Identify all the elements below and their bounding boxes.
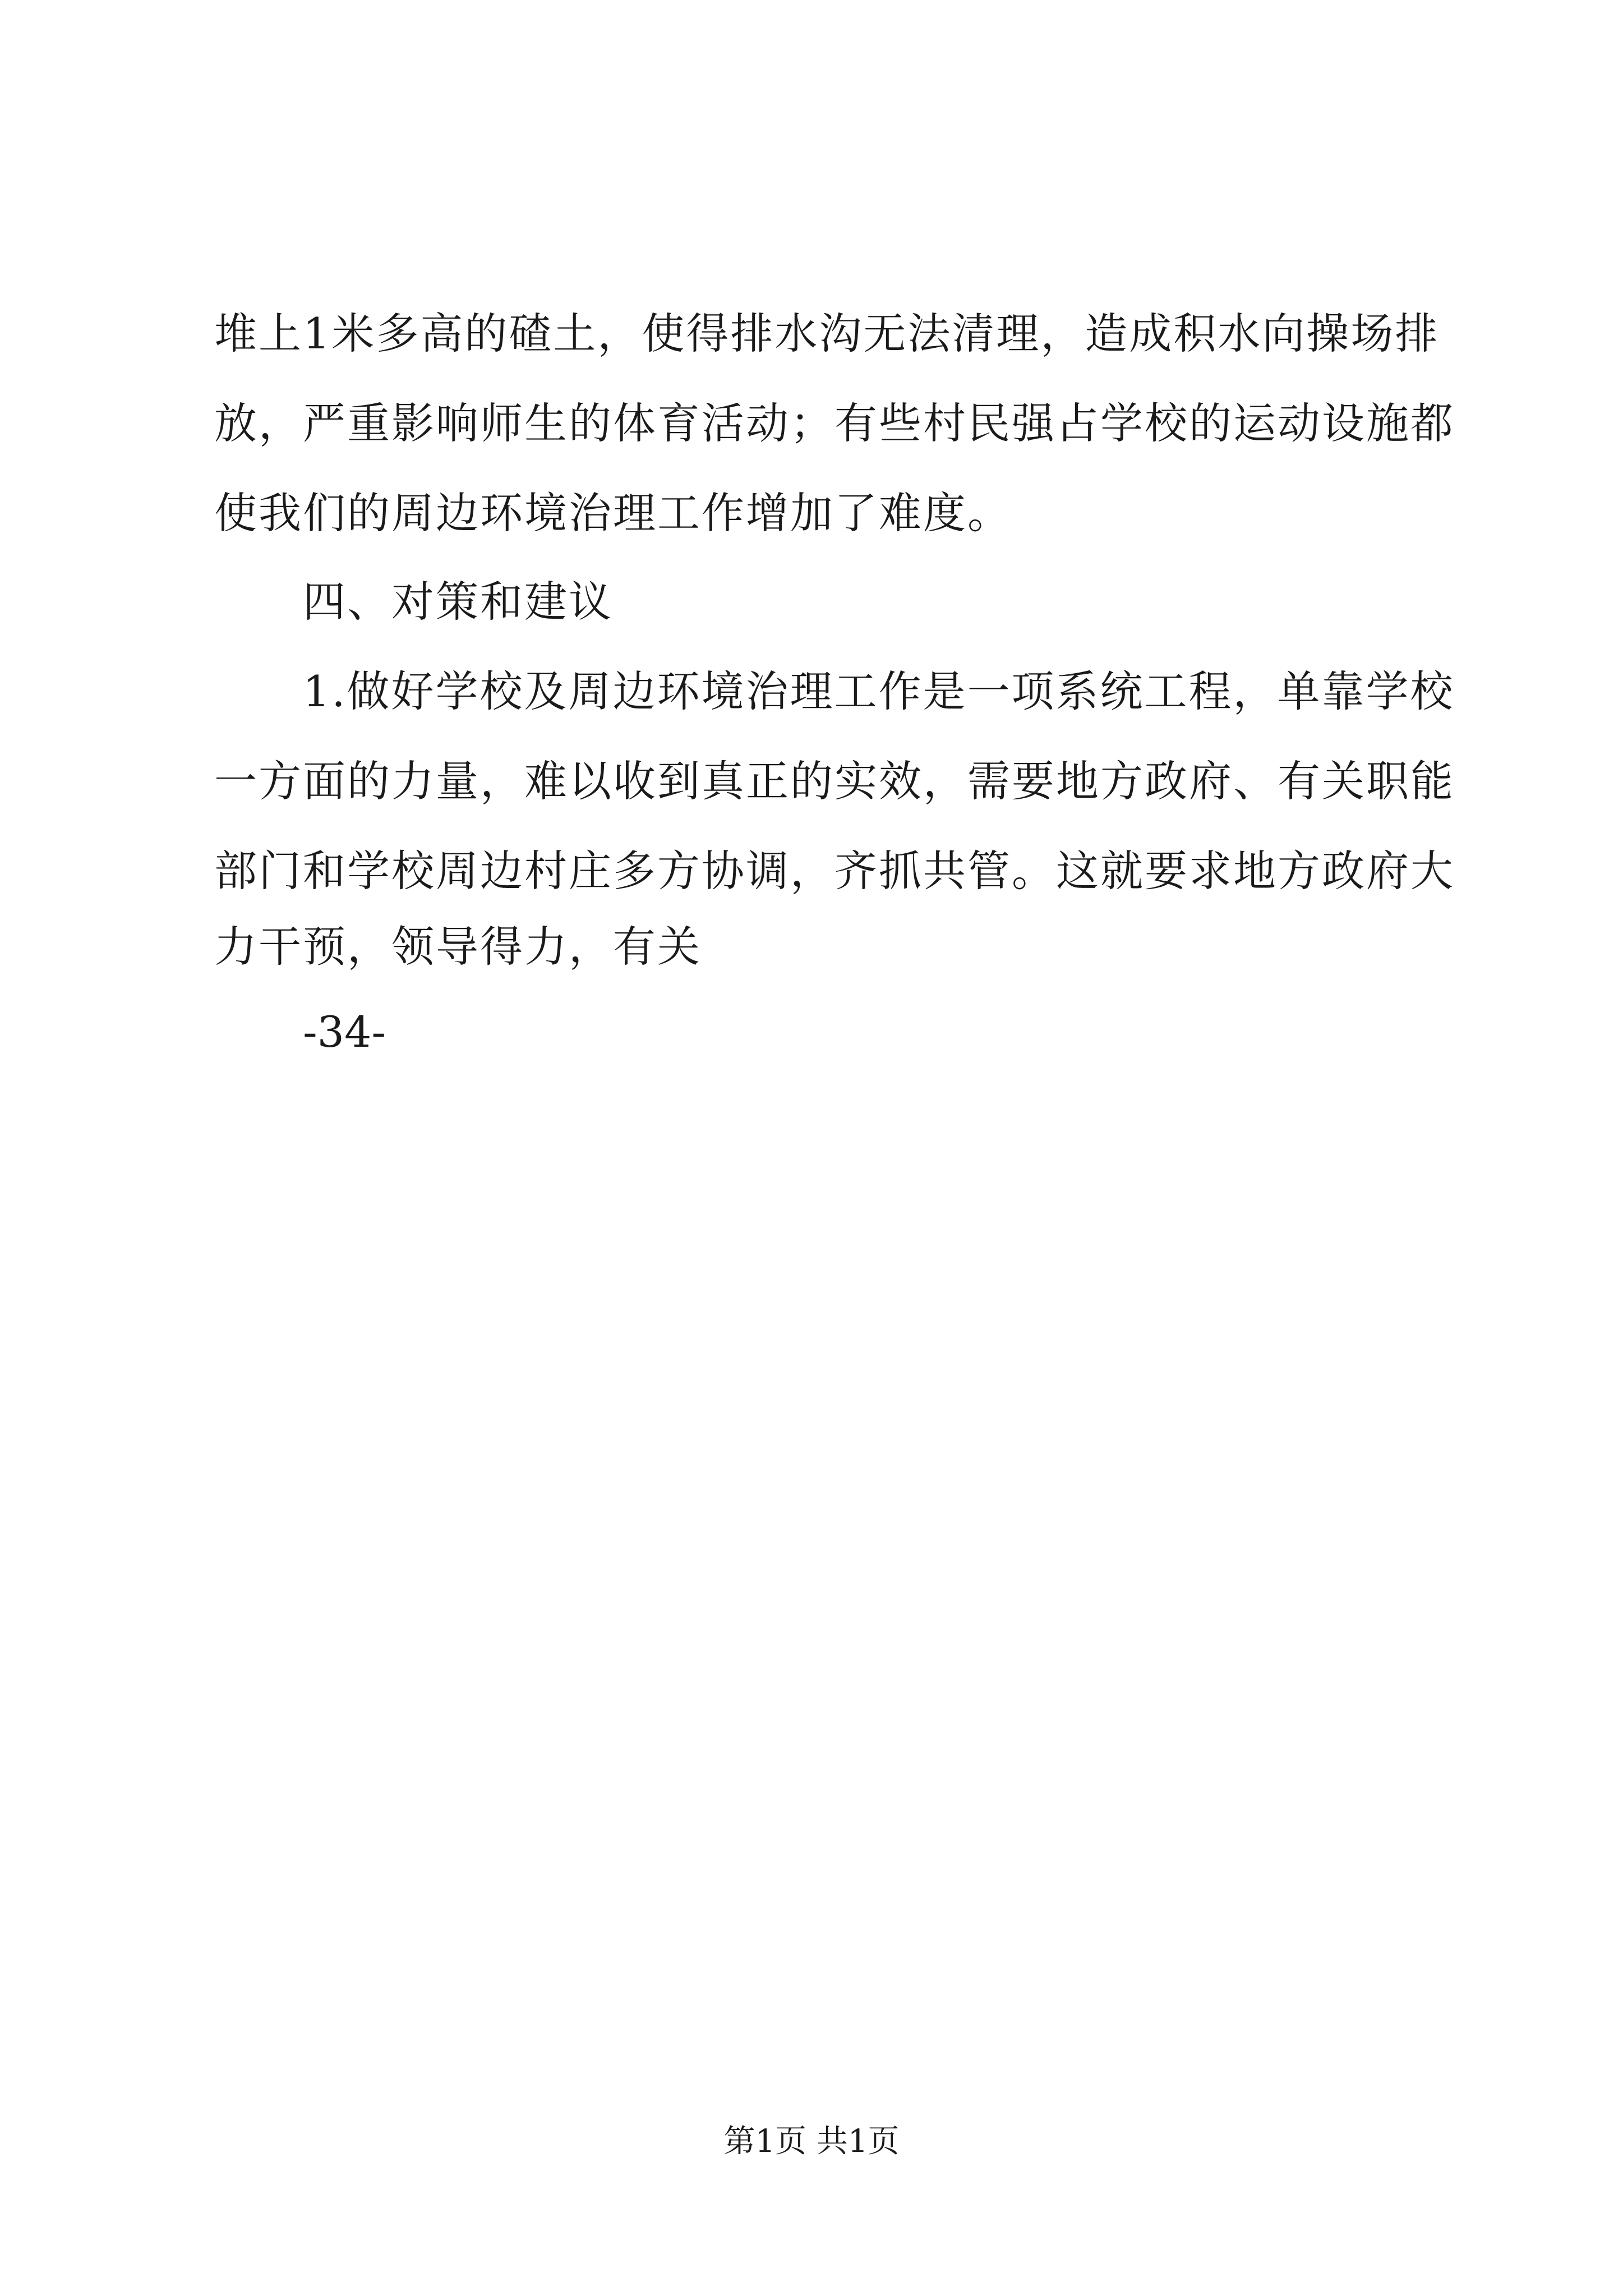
paragraph-1-line-1: 堆上1米多高的碴土，使得排水沟无法清理，造成积水向操场排 xyxy=(214,309,1440,358)
page-footer: 第1页 共1页 xyxy=(723,2123,900,2160)
paragraph-2-line-4: 力干预，领导得力，有关 xyxy=(214,922,702,972)
paragraph-1-line-3: 使我们的周边环境治理工作增加了难度。 xyxy=(214,488,1012,538)
paragraph-2-line-2: 一方面的力量，难以收到真正的实效，需要地方政府、有关职能 xyxy=(214,756,1455,806)
paragraph-2-line-1: 1.做好学校及周边环境治理工作是一项系统工程，单靠学校 xyxy=(303,666,1455,716)
paragraph-1-line-2: 放，严重影响师生的体育活动；有些村民强占学校的运动设施都 xyxy=(214,398,1455,448)
paragraph-2-line-3: 部门和学校周边村庄多方协调，齐抓共管。这就要求地方政府大 xyxy=(214,846,1455,896)
section-heading: 四、对策和建议 xyxy=(303,577,613,627)
inline-page-number: -34- xyxy=(303,1007,386,1057)
